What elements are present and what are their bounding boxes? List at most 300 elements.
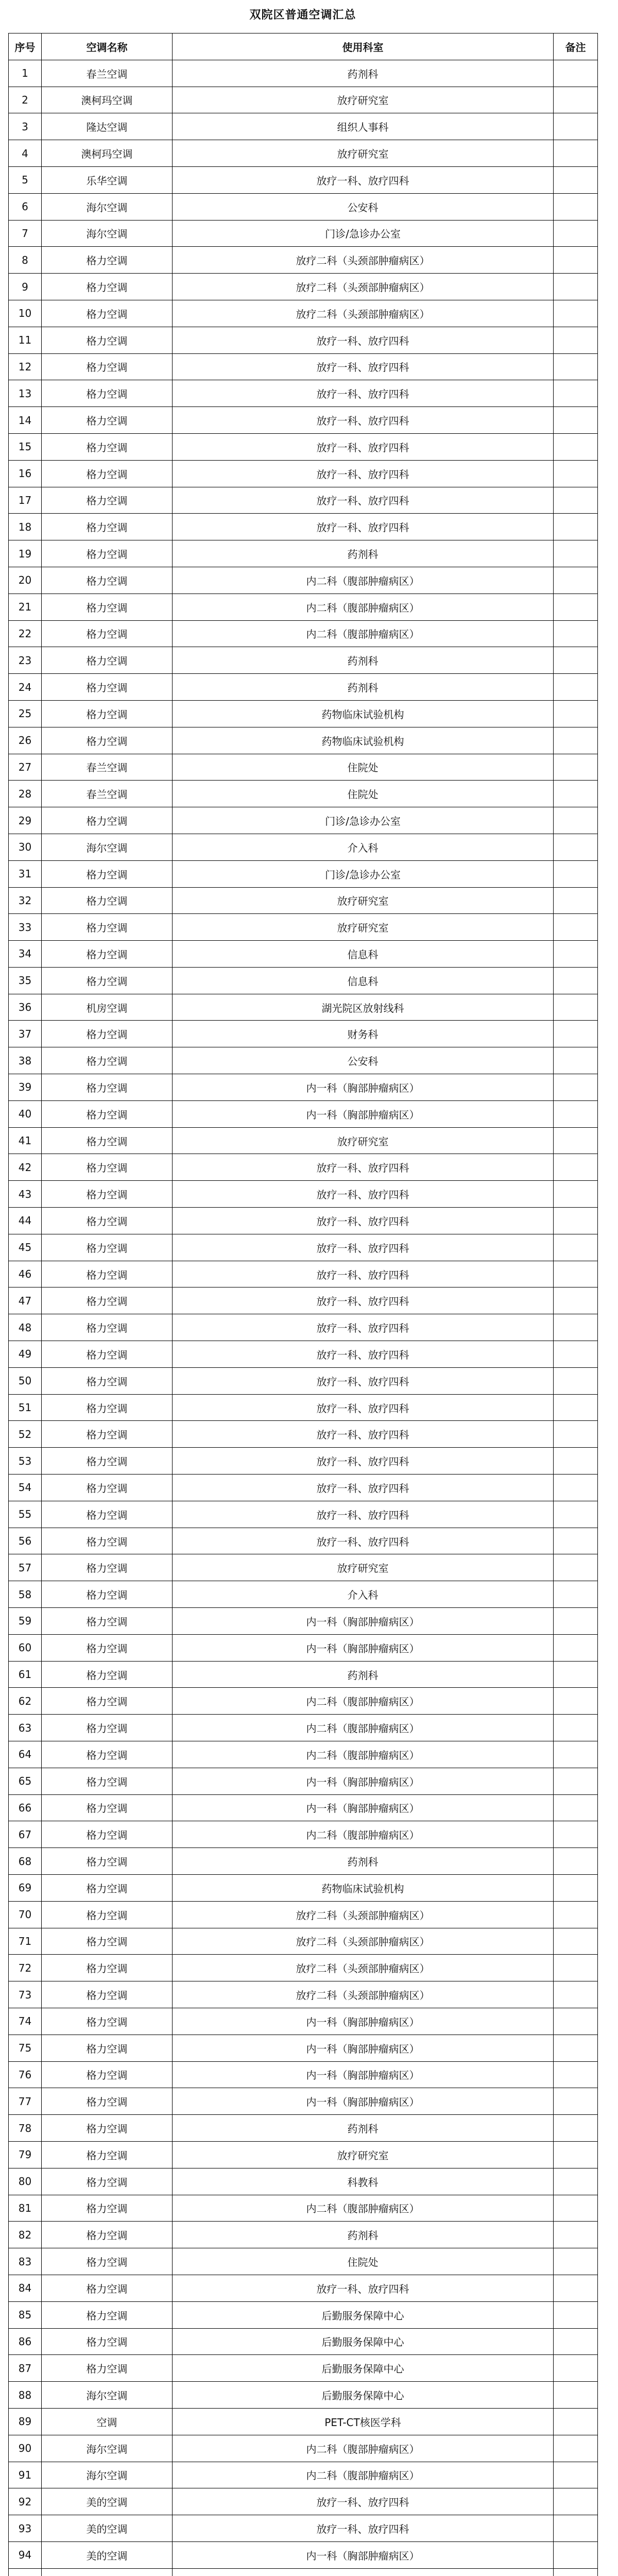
cell-remarks [554, 274, 598, 300]
cell-department: PET-CT核医学科 [173, 2408, 554, 2435]
cell-serial-no: 24 [9, 674, 42, 701]
cell-remarks [554, 1314, 598, 1341]
cell-ac-name: 格力空调 [42, 941, 173, 968]
cell-ac-name: 澳柯玛空调 [42, 140, 173, 167]
table-row [9, 567, 598, 594]
cell-department: 放疗一科、放疗四科 [173, 1208, 554, 1234]
table-row [9, 2462, 598, 2488]
cell-remarks [554, 2355, 598, 2382]
cell-department: 放疗一科、放疗四科 [173, 1287, 554, 1314]
cell-serial-no: 92 [9, 2488, 42, 2515]
table-row [9, 140, 598, 167]
cell-serial-no: 9 [9, 274, 42, 300]
cell-ac-name: 格力空调 [42, 1394, 173, 1421]
cell-serial-no: 79 [9, 2141, 42, 2168]
cell-department: 内二科（腹部肿瘤病区） [173, 2435, 554, 2462]
cell-remarks [554, 300, 598, 327]
cell-remarks [554, 113, 598, 140]
table-row [9, 2541, 598, 2568]
table-body [9, 60, 598, 2576]
cell-serial-no: 6 [9, 193, 42, 220]
cell-department: 后勤服务保障中心 [173, 2328, 554, 2355]
cell-remarks [554, 2248, 598, 2275]
cell-ac-name: 春兰空调 [42, 60, 173, 87]
table-row [9, 1608, 598, 1635]
table-row [9, 300, 598, 327]
cell-serial-no: 61 [9, 1661, 42, 1688]
table-row [9, 781, 598, 807]
cell-remarks [554, 2168, 598, 2195]
cell-serial-no: 3 [9, 113, 42, 140]
cell-ac-name: 格力空调 [42, 1554, 173, 1581]
table-row [9, 674, 598, 701]
cell-serial-no: 45 [9, 1234, 42, 1261]
cell-ac-name: 格力空调 [42, 1314, 173, 1341]
table-row [9, 166, 598, 193]
cell-serial-no: 30 [9, 834, 42, 860]
cell-ac-name: 格力空调 [42, 2248, 173, 2275]
cell-serial-no: 1 [9, 60, 42, 87]
cell-remarks [554, 380, 598, 407]
cell-department: 放疗一科、放疗四科 [173, 1394, 554, 1421]
cell-remarks [554, 1341, 598, 1368]
cell-department: 内二科（腹部肿瘤病区） [173, 1688, 554, 1715]
cell-serial-no: 44 [9, 1208, 42, 1234]
cell-department: 放疗一科、放疗四科 [173, 1475, 554, 1501]
cell-department [173, 2568, 554, 2576]
cell-ac-name: 格力空调 [42, 1154, 173, 1181]
cell-serial-no: 8 [9, 247, 42, 274]
cell-department: 药剂科 [173, 60, 554, 87]
cell-remarks [554, 2088, 598, 2115]
cell-ac-name: 海尔空调 [42, 2435, 173, 2462]
cell-remarks [554, 1047, 598, 1074]
cell-department: 放疗二科（头颈部肿瘤病区） [173, 1981, 554, 2008]
header-serial-no: 序号 [9, 33, 42, 60]
cell-ac-name: 格力空调 [42, 1821, 173, 1848]
cell-remarks [554, 1794, 598, 1821]
cell-ac-name: 格力空调 [42, 1501, 173, 1528]
cell-department: 放疗一科、放疗四科 [173, 353, 554, 380]
cell-ac-name: 格力空调 [42, 1021, 173, 1047]
cell-remarks [554, 567, 598, 594]
cell-serial-no: 77 [9, 2088, 42, 2115]
cell-serial-no: 76 [9, 2061, 42, 2088]
cell-ac-name: 格力空调 [42, 727, 173, 754]
table-row [9, 1581, 598, 1608]
cell-remarks [554, 1581, 598, 1608]
table-row [9, 887, 598, 914]
table-row [9, 2035, 598, 2061]
cell-remarks [554, 1688, 598, 1715]
cell-ac-name: 格力空调 [42, 1047, 173, 1074]
cell-ac-name: 乐华空调 [42, 166, 173, 193]
cell-department: 放疗一科、放疗四科 [173, 1367, 554, 1394]
cell-department: 内二科（腹部肿瘤病区） [173, 567, 554, 594]
table-row [9, 2141, 598, 2168]
cell-department: 放疗一科、放疗四科 [173, 1154, 554, 1181]
table-row [9, 87, 598, 113]
cell-serial-no: 81 [9, 2195, 42, 2222]
table-row [9, 1928, 598, 1955]
cell-remarks [554, 1955, 598, 1981]
cell-department: 内一科（胸部肿瘤病区） [173, 1074, 554, 1101]
cell-department: 后勤服务保障中心 [173, 2301, 554, 2328]
cell-serial-no: 26 [9, 727, 42, 754]
table-row [9, 1955, 598, 1981]
table-header-row [9, 33, 598, 60]
cell-ac-name: 格力空调 [42, 1127, 173, 1154]
cell-department: 内一科（胸部肿瘤病区） [173, 1100, 554, 1127]
cell-serial-no: 42 [9, 1154, 42, 1181]
cell-remarks [554, 1100, 598, 1127]
cell-remarks [554, 2301, 598, 2328]
cell-department: 药剂科 [173, 2115, 554, 2142]
cell-remarks [554, 1874, 598, 1901]
cell-department: 放疗研究室 [173, 887, 554, 914]
cell-serial-no: 85 [9, 2301, 42, 2328]
cell-department: 内二科（腹部肿瘤病区） [173, 594, 554, 620]
cell-ac-name: 格力空调 [42, 1287, 173, 1314]
cell-department: 门诊/急诊办公室 [173, 860, 554, 887]
cell-remarks [554, 1928, 598, 1955]
table-row [9, 1794, 598, 1821]
cell-ac-name: 格力空调 [42, 1848, 173, 1875]
cell-remarks [554, 994, 598, 1021]
cell-serial-no: 86 [9, 2328, 42, 2355]
table-row [9, 433, 598, 460]
cell-ac-name [42, 2568, 173, 2576]
cell-ac-name: 格力空调 [42, 1421, 173, 1448]
cell-department: 内一科（胸部肿瘤病区） [173, 1794, 554, 1821]
cell-remarks [554, 1501, 598, 1528]
cell-serial-no: 88 [9, 2382, 42, 2409]
cell-remarks [554, 433, 598, 460]
cell-remarks [554, 1367, 598, 1394]
table-row [9, 1501, 598, 1528]
cell-department: 放疗一科、放疗四科 [173, 460, 554, 487]
cell-ac-name: 空调 [42, 2408, 173, 2435]
cell-ac-name: 美的空调 [42, 2488, 173, 2515]
cell-remarks [554, 700, 598, 727]
cell-remarks [554, 2541, 598, 2568]
cell-remarks [554, 1821, 598, 1848]
cell-serial-no: 39 [9, 1074, 42, 1101]
cell-remarks [554, 1981, 598, 2008]
cell-department: 药物临床试验机构 [173, 1874, 554, 1901]
table-row [9, 1287, 598, 1314]
table-row [9, 1901, 598, 1928]
cell-department: 放疗研究室 [173, 140, 554, 167]
cell-remarks [554, 1741, 598, 1768]
cell-ac-name: 格力空调 [42, 2301, 173, 2328]
table-row [9, 2088, 598, 2115]
cell-serial-no: 66 [9, 1794, 42, 1821]
cell-ac-name: 格力空调 [42, 1234, 173, 1261]
table-row [9, 327, 598, 353]
cell-serial-no: 67 [9, 1821, 42, 1848]
table-row [9, 2222, 598, 2248]
cell-ac-name: 海尔空调 [42, 220, 173, 247]
cell-serial-no: 22 [9, 620, 42, 647]
table-row [9, 700, 598, 727]
cell-department: 放疗一科、放疗四科 [173, 2488, 554, 2515]
table-row [9, 594, 598, 620]
cell-remarks [554, 914, 598, 941]
cell-department: 内一科（胸部肿瘤病区） [173, 2035, 554, 2061]
cell-serial-no: 80 [9, 2168, 42, 2195]
cell-serial-no: 41 [9, 1127, 42, 1154]
cell-remarks [554, 407, 598, 434]
cell-serial-no: 43 [9, 1181, 42, 1208]
cell-remarks [554, 2035, 598, 2061]
cell-ac-name: 格力空调 [42, 1208, 173, 1234]
cell-remarks [554, 1768, 598, 1794]
cell-serial-no [9, 2568, 42, 2576]
cell-serial-no: 58 [9, 1581, 42, 1608]
cell-remarks [554, 1715, 598, 1741]
table-row [9, 941, 598, 968]
cell-serial-no: 84 [9, 2275, 42, 2301]
cell-serial-no: 20 [9, 567, 42, 594]
cell-department: 放疗一科、放疗四科 [173, 1181, 554, 1208]
cell-ac-name: 格力空调 [42, 380, 173, 407]
cell-ac-name: 格力空调 [42, 594, 173, 620]
cell-department: 放疗二科（头颈部肿瘤病区） [173, 1901, 554, 1928]
cell-department: 后勤服务保障中心 [173, 2382, 554, 2409]
cell-remarks [554, 327, 598, 353]
cell-serial-no: 75 [9, 2035, 42, 2061]
cell-serial-no: 40 [9, 1100, 42, 1127]
table-row [9, 2275, 598, 2301]
cell-remarks [554, 887, 598, 914]
cell-serial-no: 63 [9, 1715, 42, 1741]
cell-remarks [554, 2435, 598, 2462]
cell-serial-no: 94 [9, 2541, 42, 2568]
cell-department: 内二科（腹部肿瘤病区） [173, 2195, 554, 2222]
cell-serial-no: 50 [9, 1367, 42, 1394]
cell-ac-name: 美的空调 [42, 2515, 173, 2542]
table-row [9, 113, 598, 140]
table-row [9, 1634, 598, 1661]
cell-remarks [554, 87, 598, 113]
cell-remarks [554, 1287, 598, 1314]
cell-serial-no: 33 [9, 914, 42, 941]
cell-department: 内二科（腹部肿瘤病区） [173, 620, 554, 647]
cell-department: 放疗一科、放疗四科 [173, 1234, 554, 1261]
cell-remarks [554, 1475, 598, 1501]
cell-serial-no: 70 [9, 1901, 42, 1928]
table-row [9, 2168, 598, 2195]
table-row [9, 1394, 598, 1421]
table-row [9, 620, 598, 647]
table-row [9, 967, 598, 994]
cell-remarks [554, 1848, 598, 1875]
cell-ac-name: 格力空调 [42, 914, 173, 941]
table-row [9, 1208, 598, 1234]
cell-remarks [554, 1074, 598, 1101]
table-row [9, 487, 598, 514]
cell-ac-name: 海尔空调 [42, 2382, 173, 2409]
cell-serial-no: 71 [9, 1928, 42, 1955]
cell-remarks [554, 2275, 598, 2301]
cell-serial-no: 29 [9, 807, 42, 834]
cell-department: 放疗一科、放疗四科 [173, 2515, 554, 2542]
cell-serial-no: 56 [9, 1528, 42, 1554]
cell-serial-no: 59 [9, 1608, 42, 1635]
table-row [9, 727, 598, 754]
cell-remarks [554, 1661, 598, 1688]
cell-remarks [554, 1127, 598, 1154]
cell-serial-no: 47 [9, 1287, 42, 1314]
table-row [9, 274, 598, 300]
cell-ac-name: 格力空调 [42, 274, 173, 300]
cell-serial-no: 38 [9, 1047, 42, 1074]
cell-remarks [554, 60, 598, 87]
cell-serial-no: 7 [9, 220, 42, 247]
cell-serial-no: 5 [9, 166, 42, 193]
cell-serial-no: 18 [9, 514, 42, 540]
cell-serial-no: 31 [9, 860, 42, 887]
cell-serial-no: 52 [9, 1421, 42, 1448]
cell-remarks [554, 781, 598, 807]
cell-remarks [554, 2382, 598, 2409]
table-row [9, 1074, 598, 1101]
cell-ac-name: 格力空调 [42, 1341, 173, 1368]
cell-remarks [554, 1608, 598, 1635]
cell-ac-name: 格力空调 [42, 1768, 173, 1794]
cell-department: 放疗二科（头颈部肿瘤病区） [173, 1955, 554, 1981]
cell-department: 放疗二科（头颈部肿瘤病区） [173, 1928, 554, 1955]
cell-serial-no: 49 [9, 1341, 42, 1368]
cell-ac-name: 格力空调 [42, 1661, 173, 1688]
cell-ac-name: 格力空调 [42, 1981, 173, 2008]
cell-serial-no: 17 [9, 487, 42, 514]
cell-ac-name: 格力空调 [42, 540, 173, 567]
cell-department: 放疗一科、放疗四科 [173, 2275, 554, 2301]
cell-department: 内一科（胸部肿瘤病区） [173, 2061, 554, 2088]
cell-serial-no: 69 [9, 1874, 42, 1901]
cell-serial-no: 19 [9, 540, 42, 567]
cell-remarks [554, 2008, 598, 2035]
cell-department: 门诊/急诊办公室 [173, 807, 554, 834]
cell-remarks [554, 166, 598, 193]
cell-department: 药物临床试验机构 [173, 700, 554, 727]
cell-ac-name: 格力空调 [42, 1688, 173, 1715]
cell-serial-no: 78 [9, 2115, 42, 2142]
cell-department: 放疗一科、放疗四科 [173, 1528, 554, 1554]
cell-department: 组织人事科 [173, 113, 554, 140]
cell-serial-no: 4 [9, 140, 42, 167]
cell-department: 内二科（腹部肿瘤病区） [173, 2462, 554, 2488]
cell-serial-no: 2 [9, 87, 42, 113]
table-row [9, 60, 598, 87]
cell-department: 放疗一科、放疗四科 [173, 1261, 554, 1287]
cell-serial-no: 14 [9, 407, 42, 434]
table-row [9, 1367, 598, 1394]
table-row [9, 247, 598, 274]
ac-summary-table [8, 33, 598, 2576]
cell-serial-no: 28 [9, 781, 42, 807]
cell-serial-no: 83 [9, 2248, 42, 2275]
cell-ac-name: 格力空调 [42, 2222, 173, 2248]
cell-ac-name: 格力空调 [42, 1608, 173, 1635]
table-row [9, 2115, 598, 2142]
cell-ac-name: 格力空调 [42, 1741, 173, 1768]
table-row [9, 460, 598, 487]
cell-department: 药剂科 [173, 540, 554, 567]
table-row [9, 2435, 598, 2462]
cell-serial-no: 37 [9, 1021, 42, 1047]
cell-ac-name: 格力空调 [42, 620, 173, 647]
cell-ac-name: 格力空调 [42, 887, 173, 914]
cell-department: 介入科 [173, 834, 554, 860]
cell-department: 内二科（腹部肿瘤病区） [173, 1741, 554, 1768]
cell-serial-no: 74 [9, 2008, 42, 2035]
cell-department: 科教科 [173, 2168, 554, 2195]
table-row [9, 1688, 598, 1715]
cell-remarks [554, 727, 598, 754]
table-row [9, 807, 598, 834]
cell-serial-no: 13 [9, 380, 42, 407]
cell-ac-name: 海尔空调 [42, 834, 173, 860]
cell-ac-name: 格力空调 [42, 460, 173, 487]
cell-serial-no: 54 [9, 1475, 42, 1501]
table-row [9, 193, 598, 220]
table-row [9, 2301, 598, 2328]
table-row [9, 1821, 598, 1848]
cell-serial-no: 91 [9, 2462, 42, 2488]
cell-ac-name: 格力空调 [42, 247, 173, 274]
table-row [9, 2008, 598, 2035]
cell-ac-name: 春兰空调 [42, 754, 173, 781]
cell-department: 信息科 [173, 941, 554, 968]
table-row [9, 914, 598, 941]
cell-department: 放疗一科、放疗四科 [173, 1341, 554, 1368]
cell-department: 放疗研究室 [173, 2141, 554, 2168]
cell-serial-no: 46 [9, 1261, 42, 1287]
cell-department: 放疗一科、放疗四科 [173, 1314, 554, 1341]
table-row [9, 2355, 598, 2382]
cell-ac-name: 格力空调 [42, 2061, 173, 2088]
cell-ac-name: 格力空调 [42, 647, 173, 674]
cell-department: 信息科 [173, 967, 554, 994]
cell-department: 内一科（胸部肿瘤病区） [173, 1768, 554, 1794]
cell-serial-no: 82 [9, 2222, 42, 2248]
table-row [9, 1127, 598, 1154]
cell-department: 介入科 [173, 1581, 554, 1608]
cell-ac-name: 格力空调 [42, 1261, 173, 1287]
cell-serial-no: 15 [9, 433, 42, 460]
cell-department: 药剂科 [173, 674, 554, 701]
cell-ac-name: 格力空调 [42, 2115, 173, 2142]
cell-serial-no: 89 [9, 2408, 42, 2435]
cell-remarks [554, 674, 598, 701]
cell-serial-no: 25 [9, 700, 42, 727]
cell-department: 湖光院区放射线科 [173, 994, 554, 1021]
cell-remarks [554, 1394, 598, 1421]
cell-remarks [554, 647, 598, 674]
cell-remarks [554, 540, 598, 567]
cell-serial-no: 93 [9, 2515, 42, 2542]
cell-department: 放疗一科、放疗四科 [173, 514, 554, 540]
cell-department: 公安科 [173, 1047, 554, 1074]
cell-serial-no: 48 [9, 1314, 42, 1341]
cell-department: 放疗二科（头颈部肿瘤病区） [173, 274, 554, 300]
cell-department: 放疗一科、放疗四科 [173, 487, 554, 514]
cell-remarks [554, 2195, 598, 2222]
cell-remarks [554, 247, 598, 274]
